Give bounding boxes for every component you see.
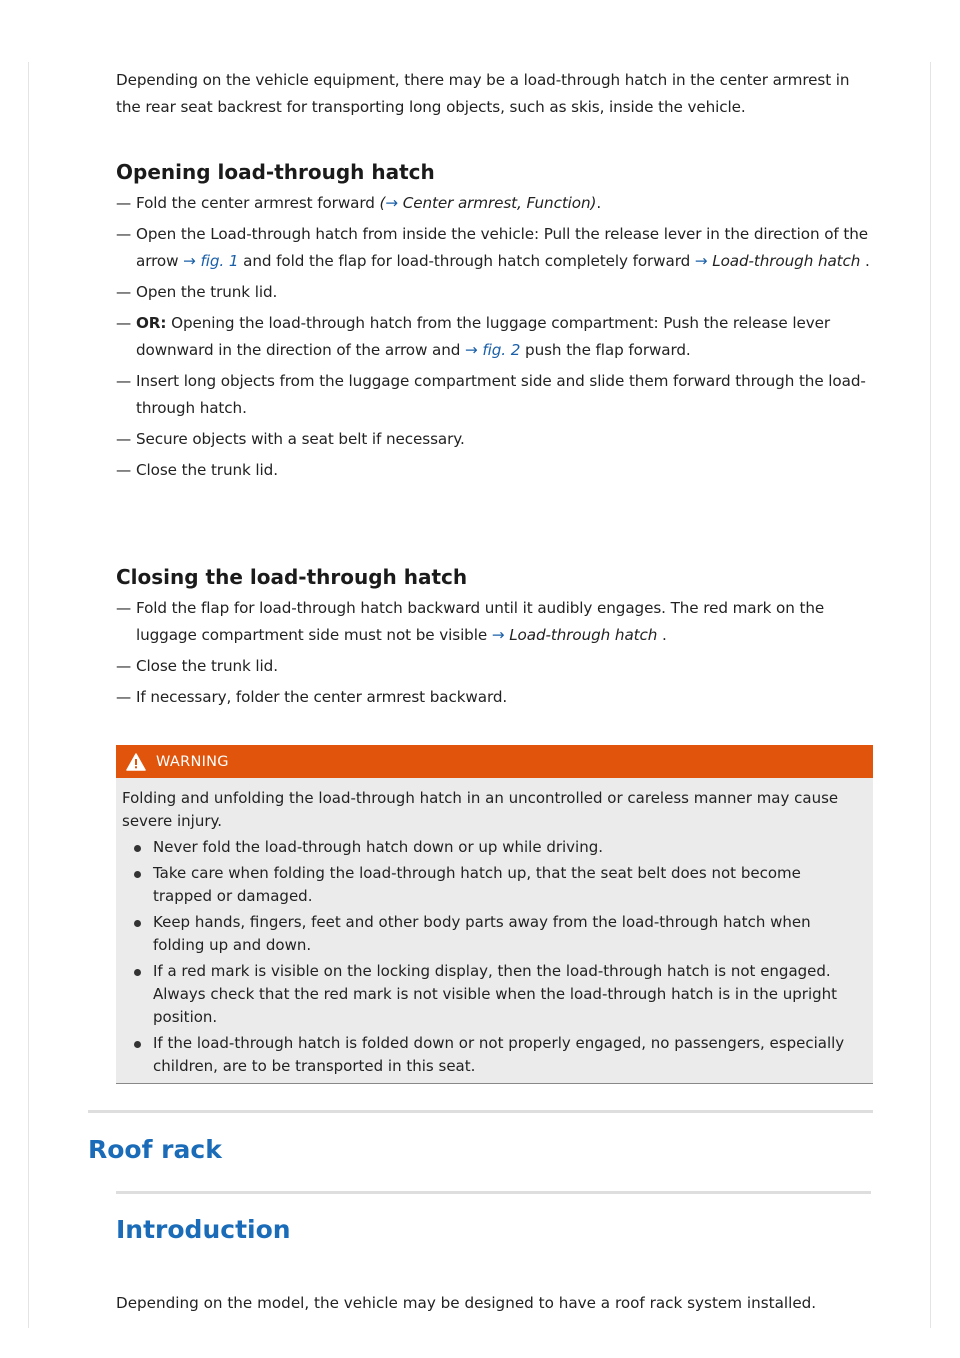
step-item (116, 368, 872, 422)
step-text: Open the trunk lid. (136, 283, 278, 301)
warning-box (116, 745, 873, 1084)
bullet-dot-icon (134, 871, 141, 878)
dash-marker: — (116, 372, 132, 390)
introduction-heading: Introduction (116, 1215, 291, 1244)
opening-steps (116, 190, 872, 484)
step-item (116, 684, 872, 711)
closing-steps (116, 595, 872, 711)
dash-marker: — (116, 225, 132, 243)
dash-marker: — (116, 599, 132, 617)
intro-section (116, 67, 872, 121)
roof-rack-heading: Roof rack (88, 1135, 222, 1164)
load-through-hatch-link[interactable]: → Load-through hatch (694, 252, 861, 270)
closing-heading: Closing the load-through hatch (116, 565, 468, 589)
warning-body (116, 778, 873, 1078)
step-text: Fold the center armrest forward (136, 194, 380, 212)
dash-marker: — (116, 194, 132, 212)
warning-item: Never fold the load-through hatch down or up while driving. (146, 836, 859, 859)
dash-marker: — (116, 283, 132, 301)
right-margin-line (930, 62, 931, 1328)
step-text: Open the Load-through hatch from inside the vehicle: Pull the release lever in the direction of the arrow (136, 225, 869, 270)
intro-paragraph: Depending on the vehicle equipment, there may be a load-through hatch in the center armrest in the rear seat backrest for transporting long objects, such as skis, inside the vehicle. (116, 71, 850, 116)
warning-header (116, 745, 873, 778)
bullet-dot-icon (134, 1041, 141, 1048)
arrow-right-icon: → (694, 252, 708, 270)
bullet-dot-icon (134, 845, 141, 852)
step-item: — Fold the center armrest forward (→ Center armrest, Function). (116, 190, 872, 217)
warning-item: Take care when folding the load-through hatch up, that the seat belt does not become trapped or damaged. (146, 862, 859, 908)
arrow-right-icon: → (491, 626, 505, 644)
step-text: Close the trunk lid. (136, 657, 278, 675)
warning-item: If a red mark is visible on the locking display, then the load-through hatch is not engaged. Always check that the red mark is not visible when the load-through hatch is in the upright position. (146, 960, 859, 1029)
bullet-dot-icon (134, 920, 141, 927)
bullet-dot-icon (134, 969, 141, 976)
roof-rack-paragraph: Depending on the model, the vehicle may be designed to have a roof rack system installed. (116, 1294, 817, 1312)
warning-triangle-icon (126, 753, 146, 771)
step-item (116, 426, 872, 453)
dash-marker: — (116, 657, 132, 675)
step-item: — Open the Load-through hatch from inside the vehicle: Pull the release lever in the direction of the arrow → fig. 1 and fold the flap for load-through hatch completely forward → Load-through hatch . (116, 221, 872, 275)
fig-2-link[interactable]: → fig. 2 (465, 341, 521, 359)
step-text: Fold the flap for load-through hatch backward until it audibly engages. The red mark on the luggage compartment side must not be visible (136, 599, 825, 644)
or-label: OR: (136, 314, 167, 332)
step-text: Secure objects with a seat belt if necessary. (136, 430, 465, 448)
dash-marker: — (116, 314, 132, 332)
step-item: — Fold the flap for load-through hatch backward until it audibly engages. The red mark on the luggage compartment side must not be visible → Load-through hatch . (116, 595, 872, 649)
arrow-right-icon: → (465, 341, 478, 359)
step-item (116, 279, 872, 306)
warning-label: WARNING (156, 753, 229, 770)
step-item: — OR: Opening the load-through hatch from the luggage compartment: Push the release lever downward in the direction of the arrow and → fig. 2 push the flap forward. (116, 310, 872, 364)
step-text: If necessary, folder the center armrest backward. (136, 688, 508, 706)
step-text: Insert long objects from the luggage compartment side and slide them forward through the load-through hatch. (136, 372, 866, 417)
arrow-right-icon: → (385, 194, 398, 212)
subsection-divider (116, 1191, 871, 1194)
warning-item: If the load-through hatch is folded down or not properly engaged, no passengers, especially children, are to be transported in this seat. (146, 1032, 859, 1078)
arrow-right-icon: → (183, 252, 196, 270)
step-item (116, 457, 872, 484)
step-text: Close the trunk lid. (136, 461, 278, 479)
step-text: Opening the load-through hatch from the luggage compartment: Push the release lever downward in the direction of the arrow and (136, 314, 830, 359)
dash-marker: — (116, 461, 132, 479)
warning-item: Keep hands, fingers, feet and other body parts away from the load-through hatch when folding up and down. (146, 911, 859, 957)
opening-section (116, 160, 872, 488)
center-armrest-link[interactable]: (→ Center armrest, Function) (379, 194, 597, 212)
load-through-hatch-link[interactable]: → Load-through hatch (491, 626, 658, 644)
dash-marker: — (116, 688, 132, 706)
step-item (116, 653, 872, 680)
opening-heading: Opening load-through hatch (116, 160, 435, 184)
closing-section (116, 565, 872, 715)
dash-marker: — (116, 430, 132, 448)
fig-1-link[interactable]: → fig. 1 (183, 252, 239, 270)
left-margin-line (28, 62, 29, 1328)
warning-list (122, 836, 859, 1078)
warning-intro: Folding and unfolding the load-through hatch in an uncontrolled or careless manner may cause severe injury. (122, 789, 839, 830)
section-divider (88, 1110, 873, 1113)
